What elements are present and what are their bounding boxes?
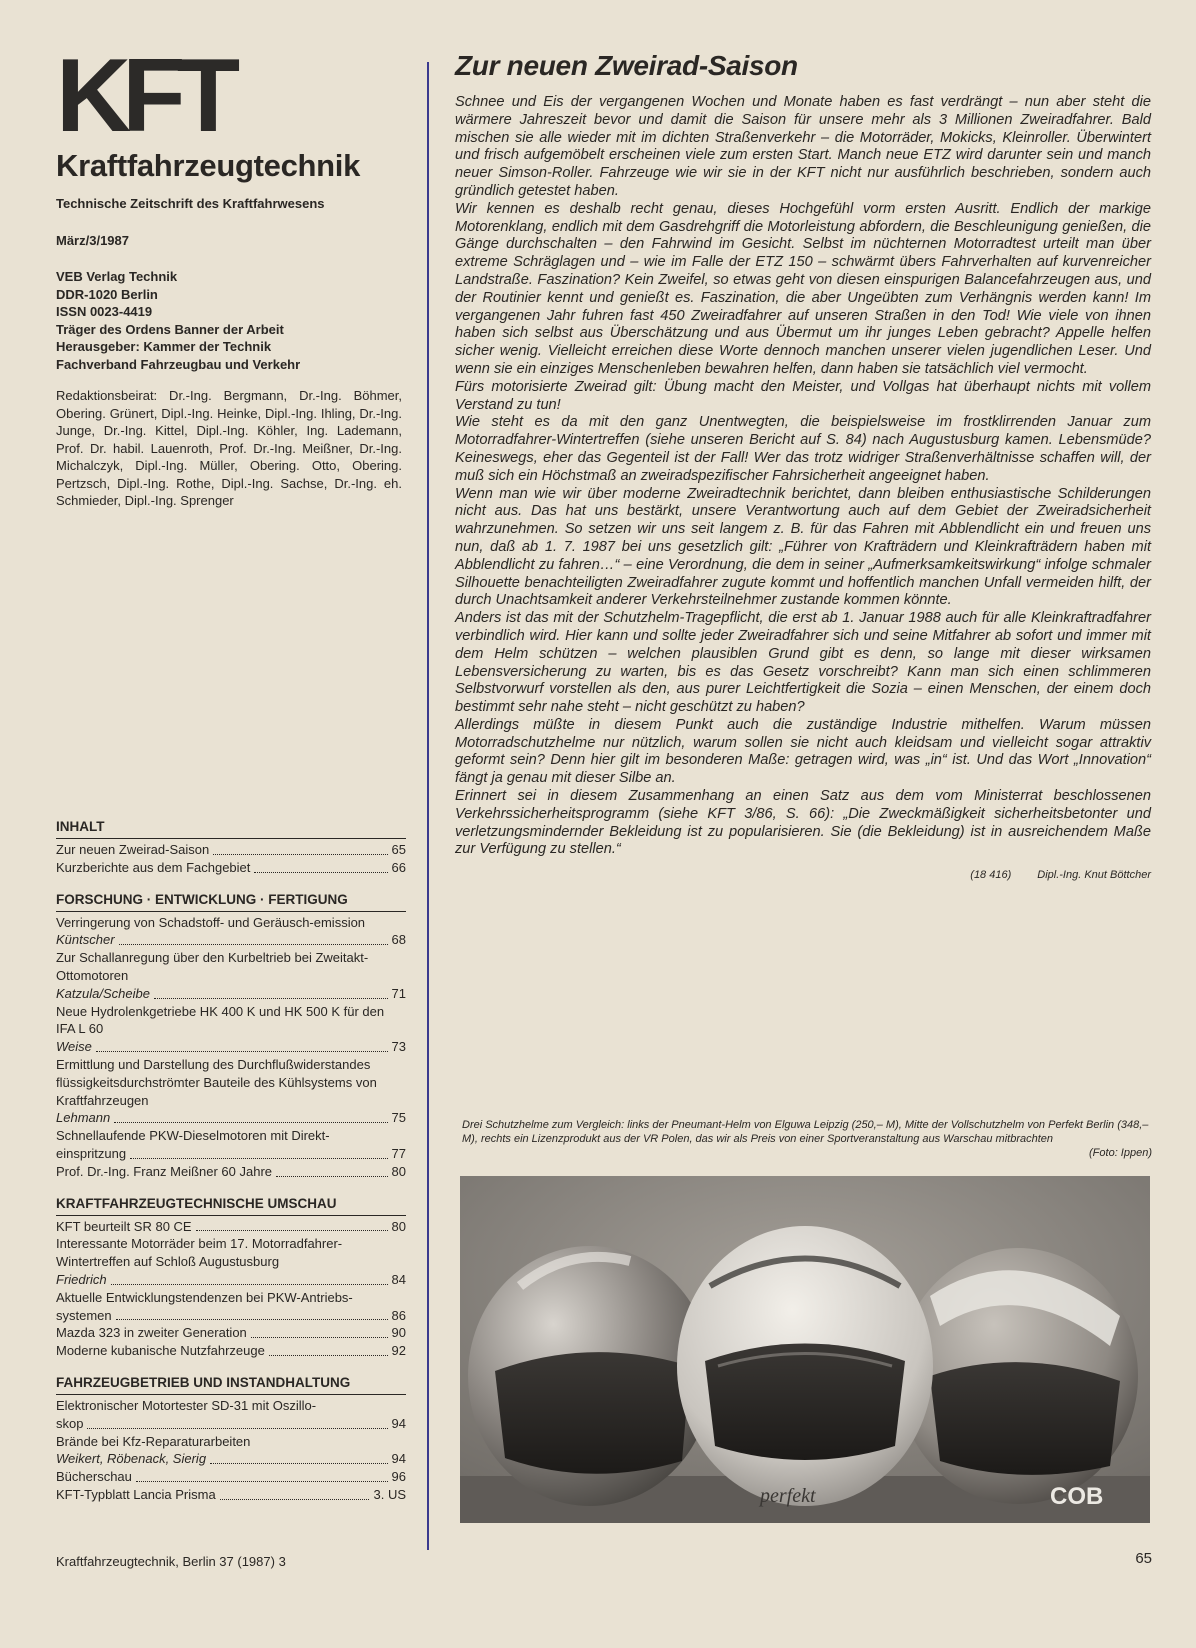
toc-entry[interactable] [56, 1127, 406, 1163]
toc-entry-title-end: Mazda 323 in zweiter Generation [56, 1325, 247, 1341]
toc-entry-author: Lehmann [56, 1110, 111, 1126]
photo-credit: (Foto: Ippen) [1089, 1147, 1152, 1159]
helmet-label-right: COB [1050, 1483, 1104, 1510]
toc-entry[interactable] [56, 914, 406, 950]
article-paragraph: Schnee und Eis der vergangenen Wochen und Monate haben es fast verdrängt – nun aber steht die wärmere Jahreszeit bevor und damit die Saison für unsere mehr als 3 Millionen Zweiradfahrer. Bald mischen sie alle wieder mit im dichten Straßenverkehr – die Motorräder, Mokicks, Kleinroller. Überwintert und frisch aufgemöbelt erscheinen viele zum ersten Start. Manch neue ETZ wird darunter sein und manch neuer Simson-Roller. Fahrzeuge wie wir sie in der KFT nicht nur ausführlich beschrieben, sondern auch gründlich getestet haben. [455, 94, 1151, 199]
toc-entry-line [56, 1038, 406, 1056]
toc-entry[interactable] [56, 859, 406, 877]
toc-entry-author: Friedrich [56, 1271, 107, 1287]
toc-entry-page: 90 [391, 1325, 406, 1341]
toc-leader-dots [136, 1481, 388, 1482]
masthead [56, 38, 406, 510]
toc-entry-author: Küntscher [56, 932, 115, 948]
toc-entry-line [56, 1450, 406, 1468]
toc-entry[interactable] [56, 1163, 406, 1181]
toc-entry-page: 3. US [373, 1486, 406, 1502]
article-paragraph: Erinnert sei in diesem Zusammenhang an einen Satz aus dem vom Ministerrat beschlossenen Verkehrssicherheitsprogramm (siehe KFT 3/86, S. 66): „Die Zweckmäßigkeit sicherheitsbetonter und verletzungsmindernder Bekleidung ist zu popularisieren. Sie (die Bekleidung) ist in ausreichendem Maße zur Verfügung zu stellen.“ [455, 788, 1151, 858]
helmet-label-middle: perfekt [760, 1485, 816, 1507]
toc-entry-title: Ermittlung und Darstellung des Durchflußwiderstandes flüssigkeitsdurchströmter Bauteile des Kühlsystems von Kraftfahrzeugen [56, 1056, 377, 1108]
toc-entry-page: 84 [391, 1271, 406, 1287]
toc-entry[interactable] [56, 1056, 406, 1127]
publisher-line: VEB Verlag Technik [56, 269, 178, 284]
toc-entry[interactable] [56, 1486, 406, 1504]
toc-entry-line [56, 1145, 406, 1163]
publisher-line: ISSN 0023-4419 [56, 304, 153, 319]
toc-entry-title-end: Moderne kubanische Nutzfahrzeuge [56, 1343, 265, 1359]
helmet-photo [460, 1176, 1150, 1523]
toc-leader-dots [196, 1230, 388, 1231]
toc-entry-line [56, 1163, 406, 1181]
toc-leader-dots [130, 1158, 387, 1159]
toc-entry-author: Weise [56, 1039, 92, 1055]
toc-entry-page: 71 [391, 985, 406, 1001]
toc-entry-title: Schnellaufende PKW-Dieselmotoren mit Direkt- [56, 1128, 330, 1144]
toc-leader-dots [276, 1176, 388, 1177]
toc-entry-title: Neue Hydrolenkgetriebe HK 400 K und HK 500 K für den IFA L 60 [56, 1003, 385, 1037]
toc-entry-page: 77 [391, 1145, 406, 1161]
toc-leader-dots [114, 1122, 387, 1123]
toc-heading: INHALT [56, 818, 406, 839]
toc-leader-dots [269, 1355, 388, 1356]
publisher-line: Herausgeber: Kammer der Technik [56, 339, 272, 354]
toc-entry-page: 80 [391, 1163, 406, 1179]
toc-entry-title-end: Prof. Dr.-Ing. Franz Meißner 60 Jahre [56, 1163, 273, 1179]
toc-entry-line [56, 1342, 406, 1360]
toc-entry[interactable] [56, 1468, 406, 1486]
toc-leader-dots [87, 1428, 387, 1429]
toc-intro [56, 818, 406, 877]
toc-entry-line [56, 1109, 406, 1127]
toc-entry-title: Zur Schallanregung über den Kurbeltrieb bei Zweitakt-Ottomotoren [56, 950, 369, 983]
toc-entry[interactable] [56, 1003, 406, 1056]
toc-entry[interactable] [56, 1342, 406, 1360]
toc-leader-dots [213, 854, 387, 855]
toc-entry-page: 94 [391, 1415, 406, 1431]
publisher-line: Träger des Ordens Banner der Arbeit [56, 321, 284, 337]
article-body [455, 94, 1151, 859]
toc-entry-title: Aktuelle Entwicklungstendenzen bei PKW-Antriebs- [56, 1289, 353, 1305]
toc-entry-title: Verringerung von Schadstoff- und Geräusch-emission [56, 914, 366, 930]
toc-entry-page: 75 [391, 1110, 406, 1126]
toc-entry[interactable] [56, 1324, 406, 1342]
toc-entry-page: 92 [391, 1343, 406, 1359]
toc-entry[interactable] [56, 1235, 406, 1288]
toc-entry-page: 96 [391, 1469, 406, 1485]
toc-entry-title-end: Bücherschau [56, 1469, 132, 1485]
toc-section-heading: FAHRZEUGBETRIEB UND INSTANDHALTUNG [56, 1374, 406, 1395]
toc-entry-title-end: skop [56, 1415, 84, 1431]
toc-entry-page: 86 [391, 1307, 406, 1323]
page-number: 65 [1135, 1550, 1152, 1567]
three-helmets-image [460, 1176, 1150, 1523]
toc-entry[interactable] [56, 841, 406, 859]
article-paragraph: Allerdings müßte in diesem Punkt auch die zuständige Industrie mithelfen. Warum müssen Motorradschutzhelme nur nützlich, warum sollen sie nicht auch kleidsam und vielleicht sogar attraktiv geformt sein? Denn hier gilt im besonderen Maße: getragen wird, was „in“ ist. Und das Wort „Innovation“ fängt ja genau mit dieser Silbe an. [455, 716, 1151, 787]
toc-entry[interactable] [56, 1218, 406, 1236]
toc-entry-line [56, 1307, 406, 1325]
article-paragraph: Anders ist das mit der Schutzhelm-Tragepflicht, die erst ab 1. Januar 1988 auch für alle Kleinkraftradfahrer verbindlich wird. Hier kann und sollte jeder Zweiradfahrer sich und seine Mitfahrer ab sofort und immer mit dem Helm schützen – welchen plausiblen Grund gibt es denn, so lange mit dieser wirksamen Lebensversicherung zu warten, bis es das Gesetz vorschreibt? Kann man sich einen schlimmeren Selbstvorwurf vorstellen als den, aus purer Leichtfertigkeit die Sozia – einen Menschen, der einem doch bestimmt sehr nahe steht – nicht geschützt zu haben? [455, 610, 1151, 716]
toc-entry-title-end: systemen [56, 1307, 112, 1323]
toc-entry[interactable] [56, 1397, 406, 1433]
toc-entry-title-end: KFT beurteilt SR 80 CE [56, 1218, 192, 1234]
toc-section [56, 891, 406, 1181]
toc-section-heading: KRAFTFAHRZEUGTECHNISCHE UMSCHAU [56, 1195, 406, 1216]
toc-entry-title: Elektronischer Motortester SD-31 mit Oszillo- [56, 1397, 317, 1413]
toc-section [56, 1195, 406, 1360]
toc-entry-title-end: KFT-Typblatt Lancia Prisma [56, 1486, 216, 1502]
article-paragraph: Fürs motorisierte Zweirad gilt: Übung macht den Meister, und Vollgas hat überhaupt nichts mit vollem Verstand zu tun! [455, 378, 1151, 413]
toc-sections [56, 891, 406, 1504]
toc-entry-line [56, 1218, 406, 1236]
toc-leader-dots [116, 1319, 388, 1320]
photo-caption-text: Drei Schutzhelme zum Vergleich: links der Pneumant-Helm von Elguwa Leipzig (250,– M), Mitte der Vollschutzhelm von Perfekt Berlin (348,– M), rechts ein Lizenzprodukt aus der VR Polen, das wir als Preis von einer Sportveranstaltung aus Warschau mitbrachten [462, 1119, 1149, 1145]
article-signature [455, 869, 1151, 881]
toc-entry-line [56, 931, 406, 949]
publisher-info [56, 268, 406, 373]
magazine-subtitle: Technische Zeitschrift des Kraftfahrwesens [56, 196, 325, 211]
toc-entry-title: Brände bei Kfz-Reparaturarbeiten [56, 1433, 251, 1449]
toc-entry-author: Weikert, Röbenack, Sierig [56, 1451, 207, 1467]
toc-leader-dots [220, 1499, 370, 1500]
toc-entry[interactable] [56, 1433, 406, 1469]
toc-entry-title-end: einspritzung [56, 1145, 127, 1161]
toc-entry-page: 80 [391, 1218, 406, 1234]
article-paragraph: Wie steht es da mit den ganz Unentwegten, die beispielsweise im frostklirrenden Januar zum Motorradfahrer-Wintertreffen (siehe unseren Bericht auf S. 84) nach Augustusburg kamen. Lebensmüde? Keineswegs, eher das Gegenteil ist der Fall! Wer das trotz widriger Straßenverhältnisse schaffen will, der muß sich ein Höchstmaß an zweiradspezifischer Fahrsicherheit angeeignet haben. [455, 414, 1151, 484]
toc-entry-line [56, 1324, 406, 1342]
toc-leader-dots [210, 1463, 387, 1464]
toc-leader-dots [119, 944, 388, 945]
toc-entry-author: Katzula/Scheibe [56, 985, 150, 1001]
article-author: Dipl.-Ing. Knut Böttcher [1037, 869, 1151, 882]
kft-logo: KFT [56, 38, 232, 154]
toc-entry-page: 66 [391, 859, 406, 875]
toc-leader-dots [96, 1051, 388, 1052]
toc-leader-dots [254, 872, 387, 873]
toc-entry-page: 65 [391, 842, 406, 857]
toc-section [56, 1374, 406, 1504]
issue-date: März/3/1987 [56, 233, 129, 248]
toc-entry-line [56, 985, 406, 1003]
editorial-article [455, 48, 1151, 881]
table-of-contents [56, 818, 406, 1518]
toc-leader-dots [251, 1337, 388, 1338]
toc-leader-dots [111, 1284, 388, 1285]
toc-entry-line [56, 1486, 406, 1504]
magazine-title: Kraftfahrzeugtechnik [56, 148, 361, 183]
toc-entry[interactable] [56, 1289, 406, 1325]
toc-entry-page: 68 [391, 932, 406, 948]
footer-citation: Kraftfahrzeugtechnik, Berlin 37 (1987) 3 [56, 1554, 286, 1569]
toc-leader-dots [154, 998, 388, 999]
article-headline: Zur neuen Zweirad-Saison [455, 50, 798, 81]
toc-entry-line [56, 1415, 406, 1433]
toc-entry-title: Zur neuen Zweirad-Saison [56, 842, 210, 857]
article-reference: (18 416) [970, 869, 1012, 882]
column-divider [427, 62, 429, 1550]
article-paragraph: Wir kennen es deshalb recht genau, dieses Hochgefühl vorm ersten Ausritt. Endlich der markige Motorenklang, endlich mit dem Gasdrehgriff die Motorleistung abfordern, die Beschleunigung genießen, die Gänge durchschalten – den Fahrwind im Gesicht. Selbst im nüchternen Motorradtest urteilt man über extreme Schräglagen und – wie im Falle der ETZ 150 – schwärmt übers Fahrverhalten auf kurvenreicher Landstraße. Faszination? Kein Zweifel, so etwas geht von diesen einspurigen Balancefahrzeugen aus, und der Routinier kennt und genießt es. Faszination, die aber Ungeübten zum Verhängnis werden kann! Im vergangenen Jahr fuhren fast 450 Zweiradfahrer auf unseren Straßen in den Tod! Wie viele von ihnen haben sich selbst aus Überschätzung und aus Übermut um ihr junges Leben gebracht? Appelle helfen sicher wenig. Vielleicht erreichen diese Worte dennoch manchen unserer vielen jugendlichen Leser. Und wenn sie ein einziges Menschenleben bewahren helfen, dann haben sie tatsächlich viel vermocht. [455, 200, 1151, 377]
toc-entry-line [56, 1271, 406, 1289]
publisher-line: DDR-1020 Berlin [56, 286, 158, 302]
toc-entry-page: 94 [391, 1451, 406, 1467]
photo-caption [462, 1118, 1152, 1160]
toc-entry-title: Interessante Motorräder beim 17. Motorradfahrer-Wintertreffen auf Schloß Augustusburg [56, 1236, 343, 1270]
toc-section-heading: FORSCHUNG · ENTWICKLUNG · FERTIGUNG [56, 891, 406, 912]
toc-entry[interactable] [56, 949, 406, 1002]
article-paragraph: Wenn man wie wir über moderne Zweiradtechnik berichtet, dann bleiben enthusiastische Schilderungen nicht aus. Das hat uns bestärkt, unsere Verantwortung auch auf dem Gebiet der Zweiradsicherheit wahrzunehmen. So setzen wir uns seit langem z. B. für das Fahren mit Abblendlicht ein und freuen uns nun, daß ab 1. 7. 1987 bei uns gesetzlich gilt: „Führer von Krafträdern und Kleinkrafträdern haben mit Abblendlicht zu fahren…“ – eine Verordnung, die dem in seiner „Aufmerksamkeitswirkung“ infolge schmaler Silhouette benachteiligten Zweiradfahrer zugute kommt und hoffentlich manchen Unfall vermeiden hilft, der durch Unachtsamkeit anderer Verkehrsteilnehmer zustande kommen könnte. [455, 485, 1151, 609]
toc-entry-line [56, 1468, 406, 1486]
toc-entry-title: Kurzberichte aus dem Fachgebiet [56, 859, 251, 875]
publisher-line: Fachverband Fahrzeugbau und Verkehr [56, 356, 301, 372]
toc-entry-page: 73 [391, 1039, 406, 1055]
editorial-board: Redaktionsbeirat: Dr.-Ing. Bergmann, Dr.-Ing. Böhmer, Obering. Grünert, Dipl.-Ing. Heinke, Dipl.-Ing. Ihling, Dr.-Ing. Junge, Dr.-Ing. Kittel, Dipl.-Ing. Köhler, Ing. Lademann, Prof. Dr. habil. Lauenroth, Prof. Dr.-Ing. Meißner, Dr.-Ing. Michalczyk, Dipl.-Ing. Müller, Obering. Otto, Obering. Pertzsch, Dipl.-Ing. Rothe, Dipl.-Ing. Sachse, Dr.-Ing. eh. Schmieder, Dipl.-Ing. Sprenger [56, 388, 402, 508]
